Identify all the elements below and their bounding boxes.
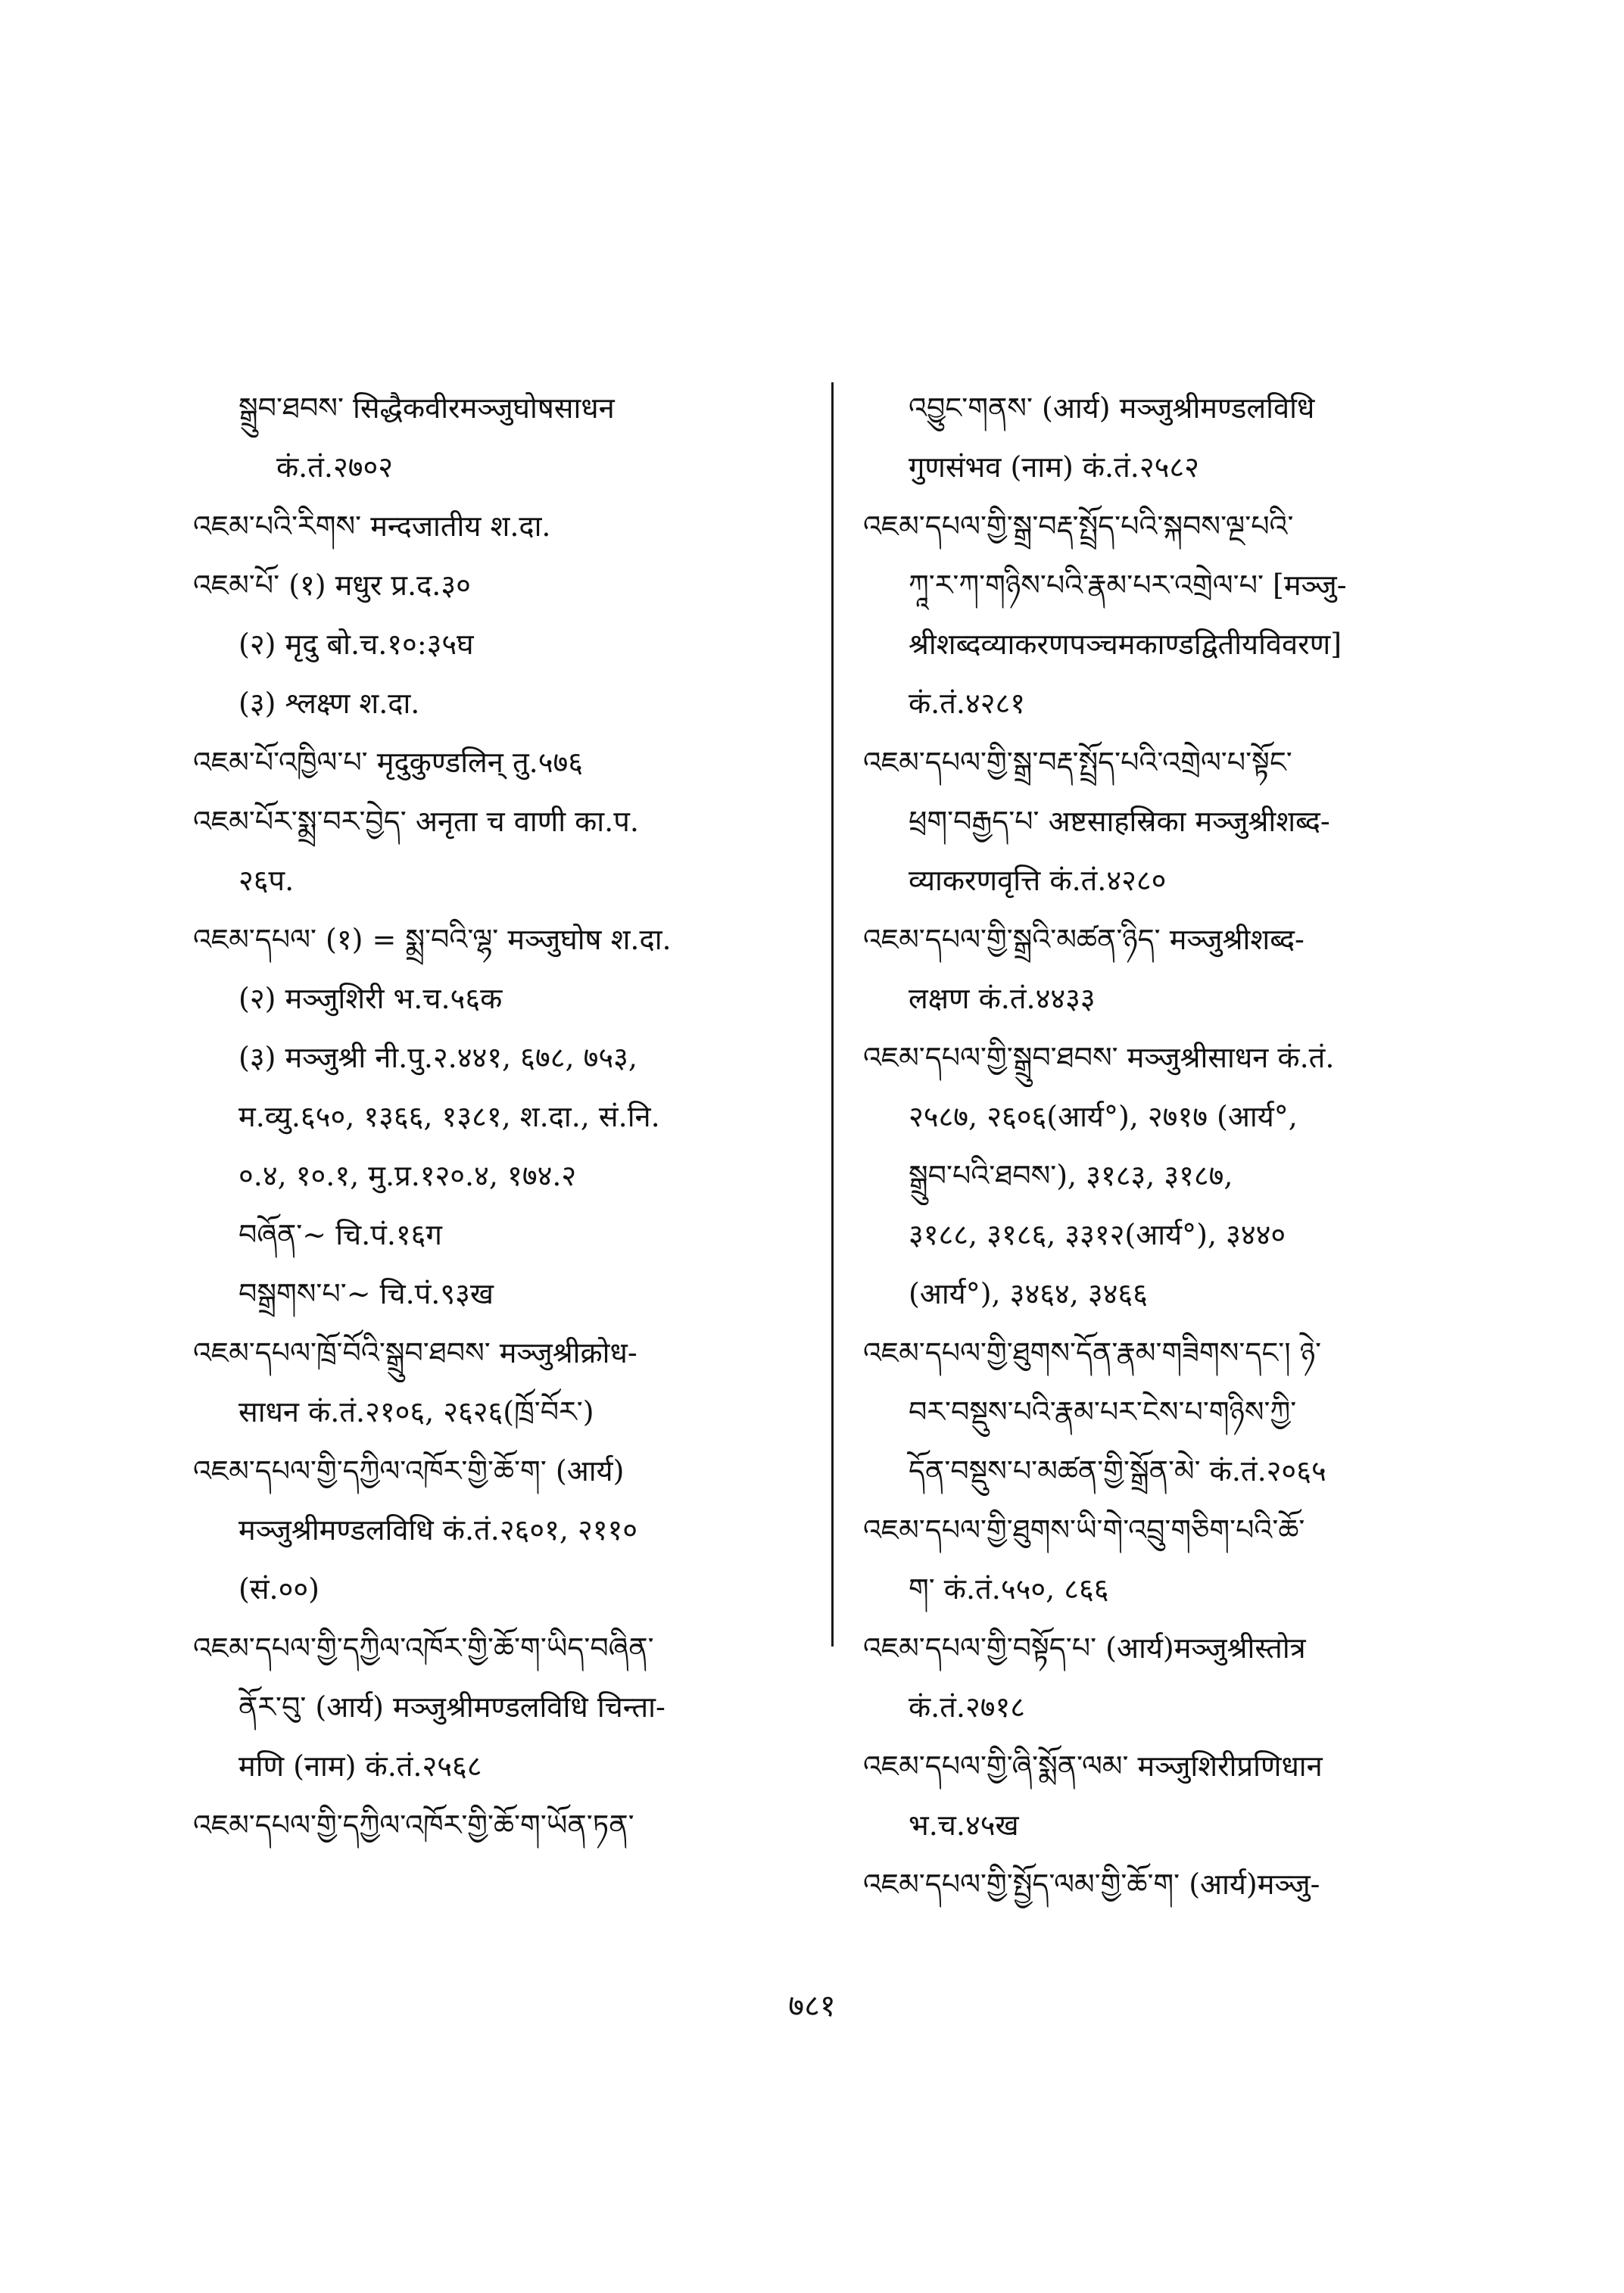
dictionary-line: སྒྲུབ་ཐབས་ सिद्धैकवीरमञ्जुघोषसाधन — [238, 391, 615, 425]
dictionary-line: २५८७, २६०६(आर्य°), २७१७ (आर्य°, — [909, 1100, 1298, 1133]
dictionary-line: འཇམ་དཔལ་གྱི་དཀྱིལ་འཁོར་གྱི་ཆོ་ག་ཡོན་ཏན་ — [193, 1809, 634, 1842]
dictionary-line: འབྱུང་གནས་ (आर्य) मञ्जुश्रीमण्डलविधि — [909, 391, 1315, 425]
dictionary-line: དོན་བསྡུས་པ་མཚན་གྱི་སྒྲོན་མེ་ कं.तं.२०६५ — [909, 1454, 1326, 1488]
dictionary-line: (२) मृदु बो.च.१०:३५घ — [238, 628, 474, 661]
dictionary-line: ནོར་བུ་ (आर्य) मञ्जुश्रीमण्डलविधि चिन्ता- — [238, 1690, 665, 1724]
dictionary-line: འཇམ་དཔལ་གྱི་དཀྱིལ་འཁོར་གྱི་ཆོ་ག་ཡིད་བཞིན་ — [193, 1631, 654, 1665]
dictionary-line: འཇམ་དཔལ་གྱི་སྒྲ་བརྡ་སྤྲོད་པའི་འགྲེལ་པ་སྟོང་ — [863, 746, 1292, 779]
dictionary-line: भ.च.४५ख — [909, 1809, 1019, 1842]
dictionary-line: སྒྲུབ་པའི་ཐབས་), ३१८३, ३१८७, — [909, 1159, 1233, 1192]
dictionary-line: བསྒྲགས་པ་~ चि.पं.९३ख — [238, 1277, 494, 1310]
dictionary-line: म.व्यु.६५०, १३६६, १३८१, श.दा., सं.नि. — [238, 1100, 660, 1133]
dictionary-line: བར་བསྡུས་པའི་རྣམ་པར་ངེས་པ་གཉིས་ཀྱི་ — [909, 1395, 1297, 1428]
dictionary-line: श्रीशब्दव्याकरणपञ्चमकाण्डद्वितीयविवरण] — [909, 628, 1342, 661]
dictionary-line: འཇམ་དཔལ་གྱི་སྤྱོད་ལམ་གྱི་ཆོ་ག་ (आर्य)मञ्जु- — [863, 1868, 1320, 1901]
dictionary-line: འཇམ་པོར་སྨྲ་བར་བྱེད་ अनृता च वाणी का.प. — [193, 805, 639, 838]
dictionary-line: འཇམ་དཔལ་གྱི་ཐུགས་ཡི་གེ་འབྲུ་གཅིག་པའི་ཆོ་ — [863, 1513, 1305, 1547]
dictionary-line: ག་ कं.तं.५५०, ८६६ — [909, 1572, 1109, 1606]
dictionary-line: व्याकरणवृत्ति कं.तं.४२८० — [909, 864, 1167, 897]
dictionary-line: ३१८८, ३१८६, ३३१२(आर्य°), ३४४० — [909, 1218, 1286, 1251]
dictionary-line: साधन कं.तं.२१०६, २६२६(ཁྲོ་བོར་) — [238, 1395, 594, 1428]
dictionary-line: འཇམ་དཔལ་གྱི་དཀྱིལ་འཁོར་གྱི་ཆོ་ག་ (आर्य) — [193, 1454, 625, 1488]
dictionary-line: འཇམ་དཔལ་ (१) = སྨྲ་བའི་ལྷ་ मञ्जुघोष श.दा. — [193, 923, 672, 956]
dictionary-line: འཇམ་དཔལ་གྱི་སྒྲ་བརྡ་སྤྲོད་པའི་སྐབས་ལྔ་པའི་ — [863, 509, 1294, 543]
dictionary-line: (३) मञ्जुश्री नी.पु.२.४४१, ६७८, ७५३, — [238, 1041, 637, 1074]
dictionary-line: འཇམ་དཔལ་གྱི་ཐུགས་དོན་རྣམ་གཟིགས་དང་། ཉེ་ — [863, 1336, 1322, 1369]
dictionary-line: འཇམ་པོ་ (१) मधुर प्र.द.३० — [193, 569, 471, 602]
dictionary-line: ०.४, १०.१, मु.प्र.१२०.४, १७४.२ — [238, 1159, 577, 1192]
dictionary-line: २६प. — [238, 864, 295, 897]
dictionary-line: འཇམ་དཔལ་གྱི་སྒྲའི་མཚན་ཉིད་ मञ्जुश्रीशब्द- — [863, 923, 1304, 956]
dictionary-line: कं.तं.२७०२ — [276, 450, 394, 484]
dictionary-line: कं.तं.२७१८ — [909, 1690, 1026, 1724]
dictionary-line: འཇམ་དཔལ་ཁྲོ་བོའི་སྒྲུབ་ཐབས་ मञ्जुश्रीक्रोध- — [193, 1336, 637, 1369]
dictionary-line: ཕྲག་བརྒྱད་པ་ अष्टसाहस्रिका मञ्जुश्रीशब्द- — [909, 805, 1330, 838]
dictionary-line: (आर्य°), ३४६४, ३४६६ — [909, 1277, 1148, 1310]
dictionary-line: लक्षण कं.तं.४४३३ — [909, 982, 1096, 1015]
dictionary-line: (सं.००) — [238, 1572, 320, 1606]
dictionary-line: འཇམ་དཔལ་གྱི་ཞི་སྨོན་ལམ་ मञ्जुशिरीप्रणिधान — [863, 1749, 1323, 1783]
right-column — [863, 379, 1492, 1914]
dictionary-line: འཇམ་པོ་འཁྱིལ་པ་ मृदुकुण्डलिन् तु.५७६ — [193, 746, 584, 779]
dictionary-line: འཇམ་དཔལ་གྱི་སྒྲུབ་ཐབས་ मञ्जुश्रीसाधन कं.तं. — [863, 1041, 1335, 1074]
dictionary-line: འཇམ་པའི་རིགས་ मन्दजातीय श.दा. — [193, 509, 551, 543]
dictionary-line: འཇམ་དཔལ་གྱི་བསྟོད་པ་ (आर्य)मञ्जुश्रीस्तोत्र — [863, 1631, 1306, 1665]
dictionary-line: मञ्जुश्रीमण्डलविधि कं.तं.२६०१, २११० — [238, 1513, 638, 1547]
dictionary-line: (२) मञ्जुशिरी भ.च.५६क — [238, 982, 503, 1015]
dictionary-line: मणि (नाम) कं.तं.२५६८ — [238, 1749, 482, 1783]
column-divider — [831, 382, 834, 1647]
dictionary-line: गुणसंभव (नाम) कं.तं.२५८२ — [909, 450, 1199, 484]
dictionary-line: བཞོན་~ चि.पं.१६ग — [238, 1218, 442, 1251]
dictionary-line: (३) श्लक्ष्ण श.दा. — [238, 687, 420, 720]
page-number: ७८१ — [788, 1989, 836, 2024]
dictionary-line: कं.तं.४२८१ — [909, 687, 1026, 720]
dictionary-line: ཀཱ་ར་ཀ་གཉིས་པའི་རྣམ་པར་འགྲེལ་པ་ [मञ्जु- — [909, 569, 1347, 602]
left-column — [193, 379, 821, 1855]
